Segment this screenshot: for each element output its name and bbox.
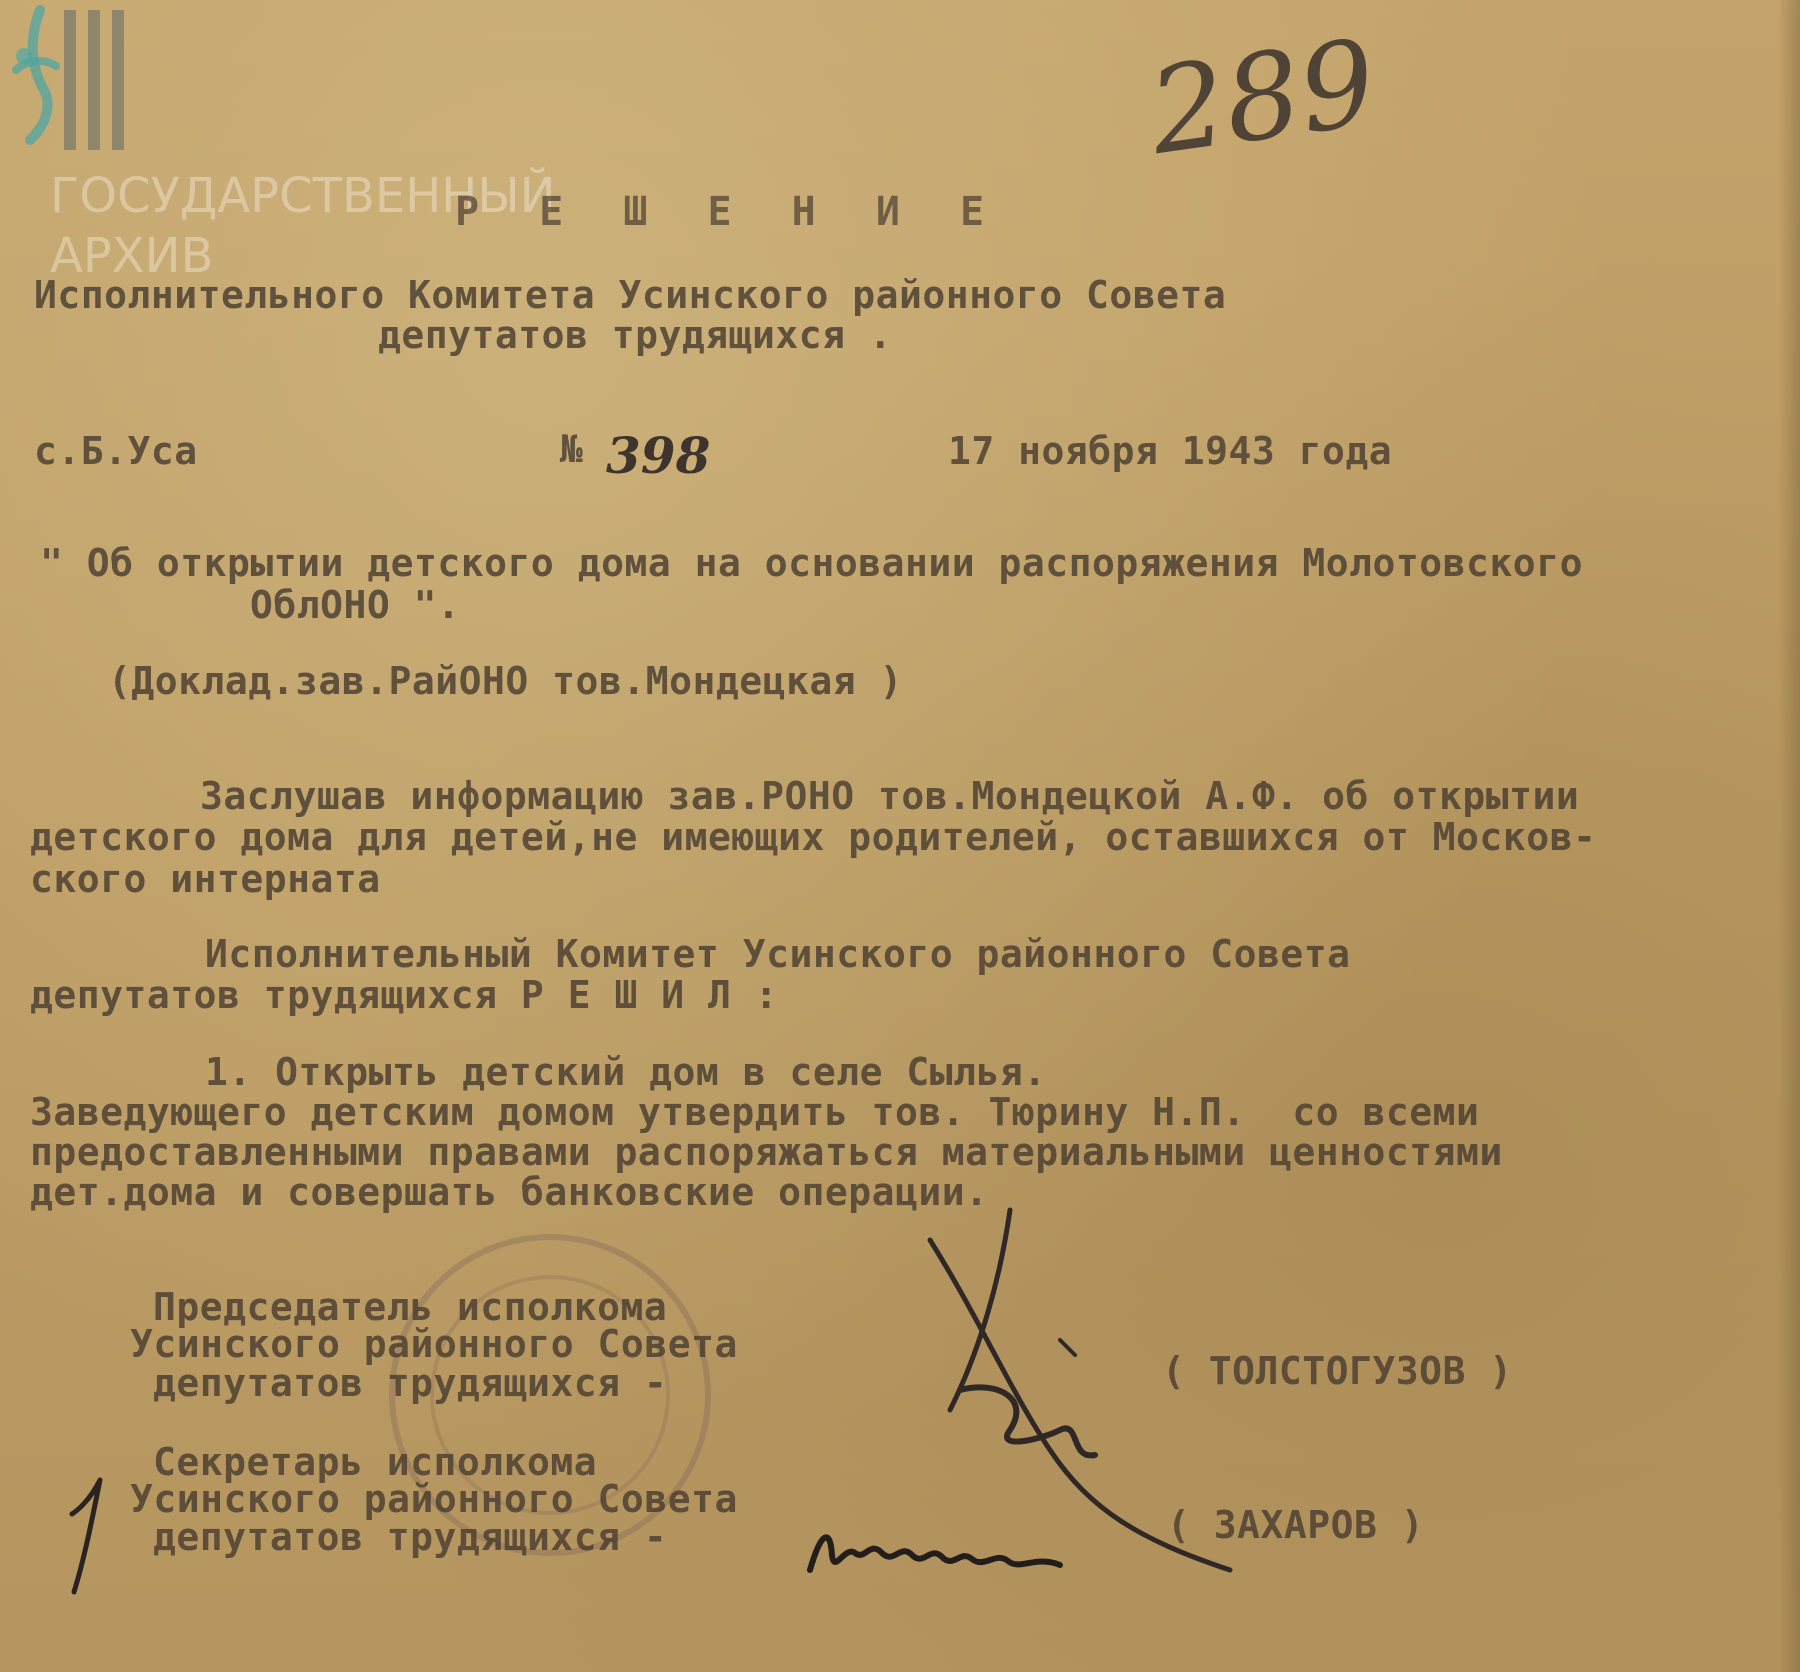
chairman-title-line-1: Председатель исполкома xyxy=(153,1285,668,1329)
chairman-title-line-2: Усинского районного Совета xyxy=(130,1322,738,1366)
chairman-name: ( ТОЛСТОГУЗОВ ) xyxy=(1162,1349,1513,1393)
secretary-title-line-3: депутатов трудящихся - xyxy=(153,1515,668,1559)
secretary-title-line-1: Секретарь исполкома xyxy=(153,1440,598,1484)
folio-number: 289 xyxy=(1141,12,1384,182)
item-1-line-1: 1. Открыть детский дом в селе Сылья. xyxy=(205,1050,1047,1094)
chairman-title-line-3: депутатов трудящихся - xyxy=(153,1361,668,1405)
margin-handwritten-mark xyxy=(60,1470,140,1600)
page-edge-shadow xyxy=(1778,0,1800,1672)
subject-line-1: " Об открытии детского дома на основании распоряжения Молотовского xyxy=(40,541,1583,585)
subject-line-2: ОблОНО ". xyxy=(250,583,461,627)
item-1-line-2: Заведующего детским домом утвердить тов. Тюрину Н.П. со всеми xyxy=(30,1090,1480,1134)
report-note: (Доклад.зав.РайОНО тов.Мондецкая ) xyxy=(108,659,903,703)
secretary-title-line-2: Усинского районного Совета xyxy=(130,1477,738,1521)
item-1-line-3: предоставленными правами распоряжаться материальными ценностями xyxy=(30,1130,1503,1174)
secretary-name: ( ЗАХАРОВ ) xyxy=(1167,1503,1425,1547)
archive-logo-line-1: ГОСУДАРСТВЕННЫЙ xyxy=(50,168,556,224)
archive-logo-icon xyxy=(0,0,150,160)
document-date: 17 ноября 1943 года xyxy=(948,429,1393,473)
issuer-line-1: Исполнительного Комитета Усинского районного Совета xyxy=(34,273,1227,317)
paragraph-2-line-2: депутатов трудящихся Р Е Ш И Л : xyxy=(30,973,779,1017)
issuer-line-2: депутатов трудящихся . xyxy=(378,313,893,357)
secretary-signature xyxy=(800,1515,1080,1595)
archive-logo-line-2: АРХИВ xyxy=(50,228,214,284)
decision-number: 398 xyxy=(606,426,711,485)
paragraph-1-line-1: Заслушав информацию зав.РОНО тов.Мондецкой А.Ф. об открытии xyxy=(200,774,1580,818)
place: с.Б.Уса xyxy=(34,429,198,473)
paragraph-1-line-3: ского интерната xyxy=(30,857,381,901)
document-title: Р Е Ш Е Н И Е xyxy=(455,189,1003,235)
item-1-line-4: дет.дома и совершать банковские операции. xyxy=(30,1170,989,1214)
paragraph-2-line-1: Исполнительный Комитет Усинского районного Совета xyxy=(205,932,1351,976)
paragraph-1-line-2: детского дома для детей,не имеющих родителей, оставшихся от Москов- xyxy=(30,815,1597,859)
number-prefix: № xyxy=(560,427,584,471)
